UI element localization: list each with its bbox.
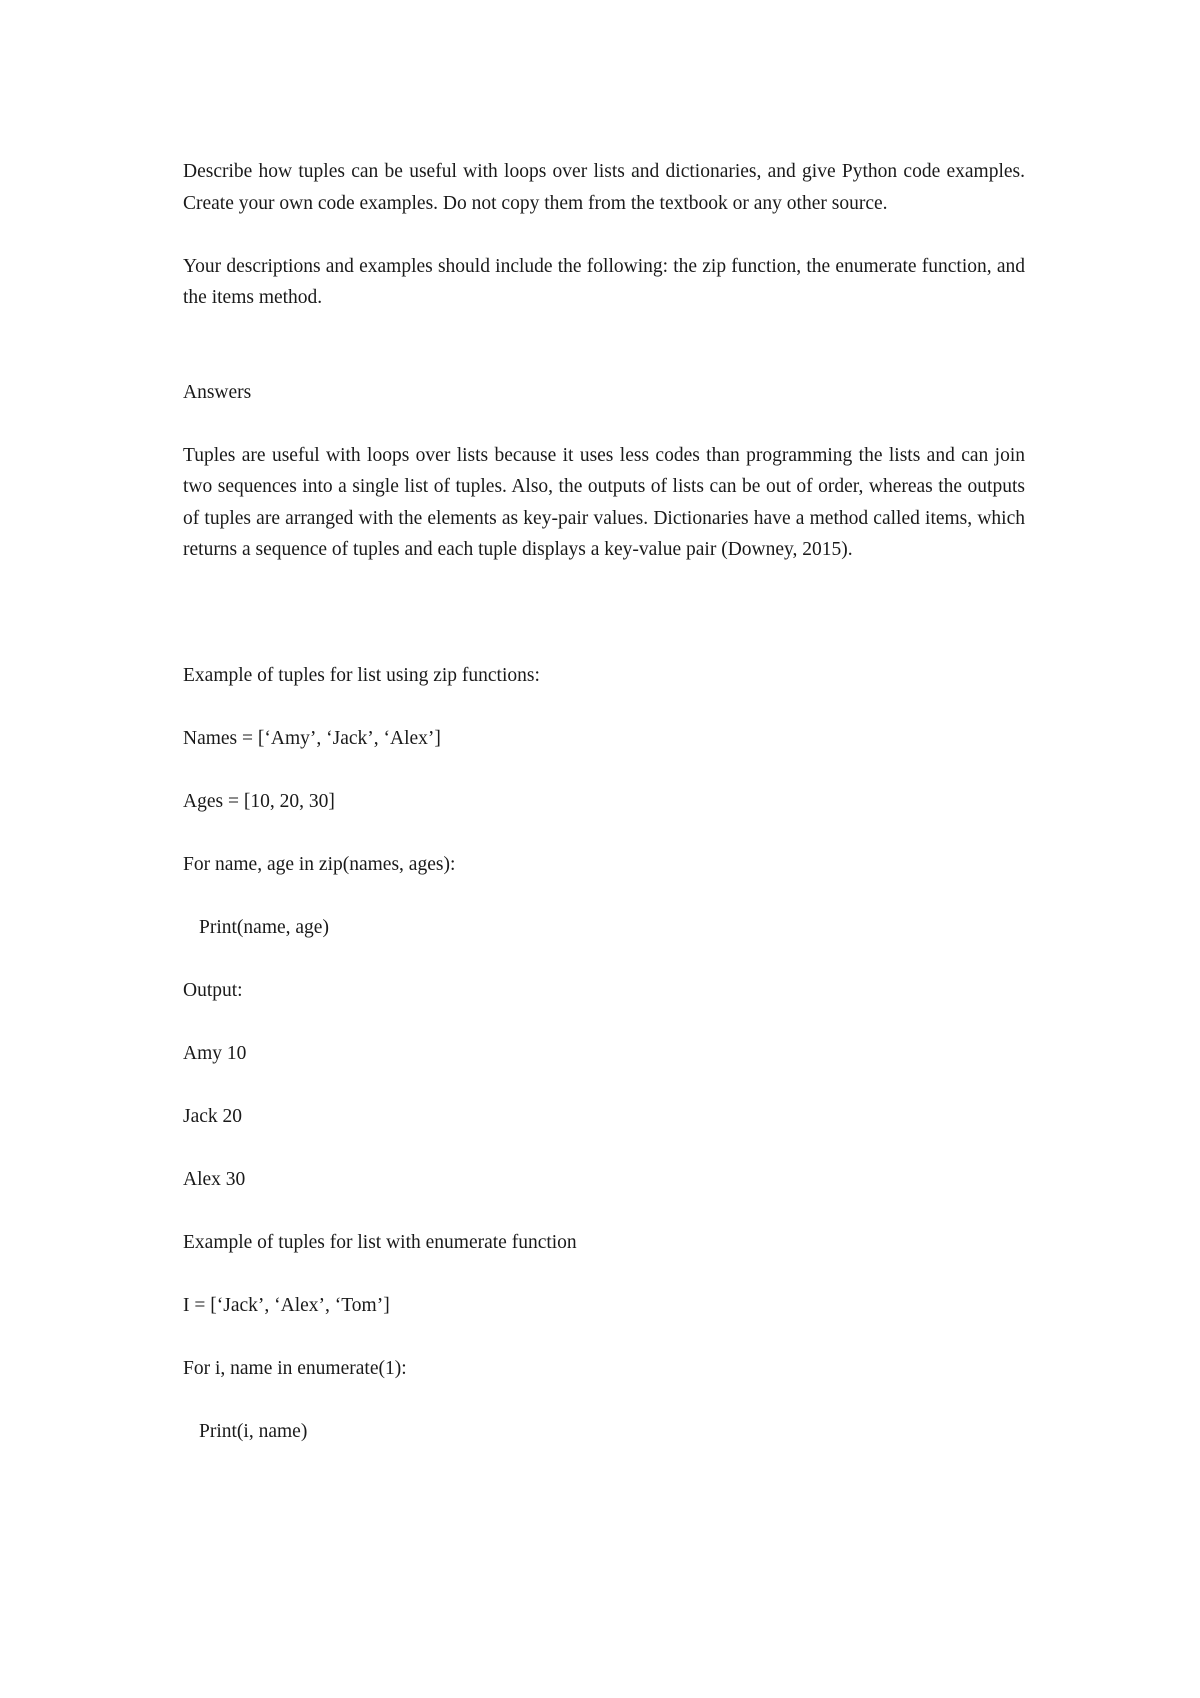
output-line: Jack 20 [183, 1106, 243, 1127]
code-line-for-zip: For name, age in zip(names, ages): [183, 854, 456, 875]
answers-body: Tuples are useful with loops over lists because it uses less codes than programming the lists and can join two sequences into a single list of tuples. Also, the outputs of lists can be out of order, whereas the outputs of tuples are arranged with the elements as key-pair values. Dictionaries have a method called items, which returns a sequence of tuples and each tuple displays a key-value pair (Downey, 2015). [183, 444, 1025, 560]
code-line-print-zip: Print(name, age) [199, 917, 329, 938]
code-line-list: I = [‘Jack’, ‘Alex’, ‘Tom’] [183, 1295, 390, 1316]
enumerate-example-heading: Example of tuples for list with enumerate function [183, 1232, 577, 1253]
code-line-ages: Ages = [10, 20, 30] [183, 791, 335, 812]
code-line-names: Names = [‘Amy’, ‘Jack’, ‘Alex’] [183, 728, 441, 749]
zip-example-heading: Example of tuples for list using zip functions: [183, 665, 540, 686]
question-paragraph-1: Describe how tuples can be useful with loops over lists and dictionaries, and give Python code examples. Create your own code examples. Do not copy them from the textbook or any other source. [183, 161, 1025, 214]
code-line-print-enumerate: Print(i, name) [199, 1421, 308, 1442]
question-paragraph-2: Your descriptions and examples should include the following: the zip function, the enumerate function, and the items method. [183, 255, 1025, 308]
output-line: Amy 10 [183, 1043, 247, 1064]
document-body [183, 156, 1025, 1479]
output-label: Output: [183, 980, 243, 1001]
code-line-for-enumerate: For i, name in enumerate(1): [183, 1358, 407, 1379]
output-line: Alex 30 [183, 1169, 246, 1190]
answers-heading: Answers [183, 381, 252, 403]
